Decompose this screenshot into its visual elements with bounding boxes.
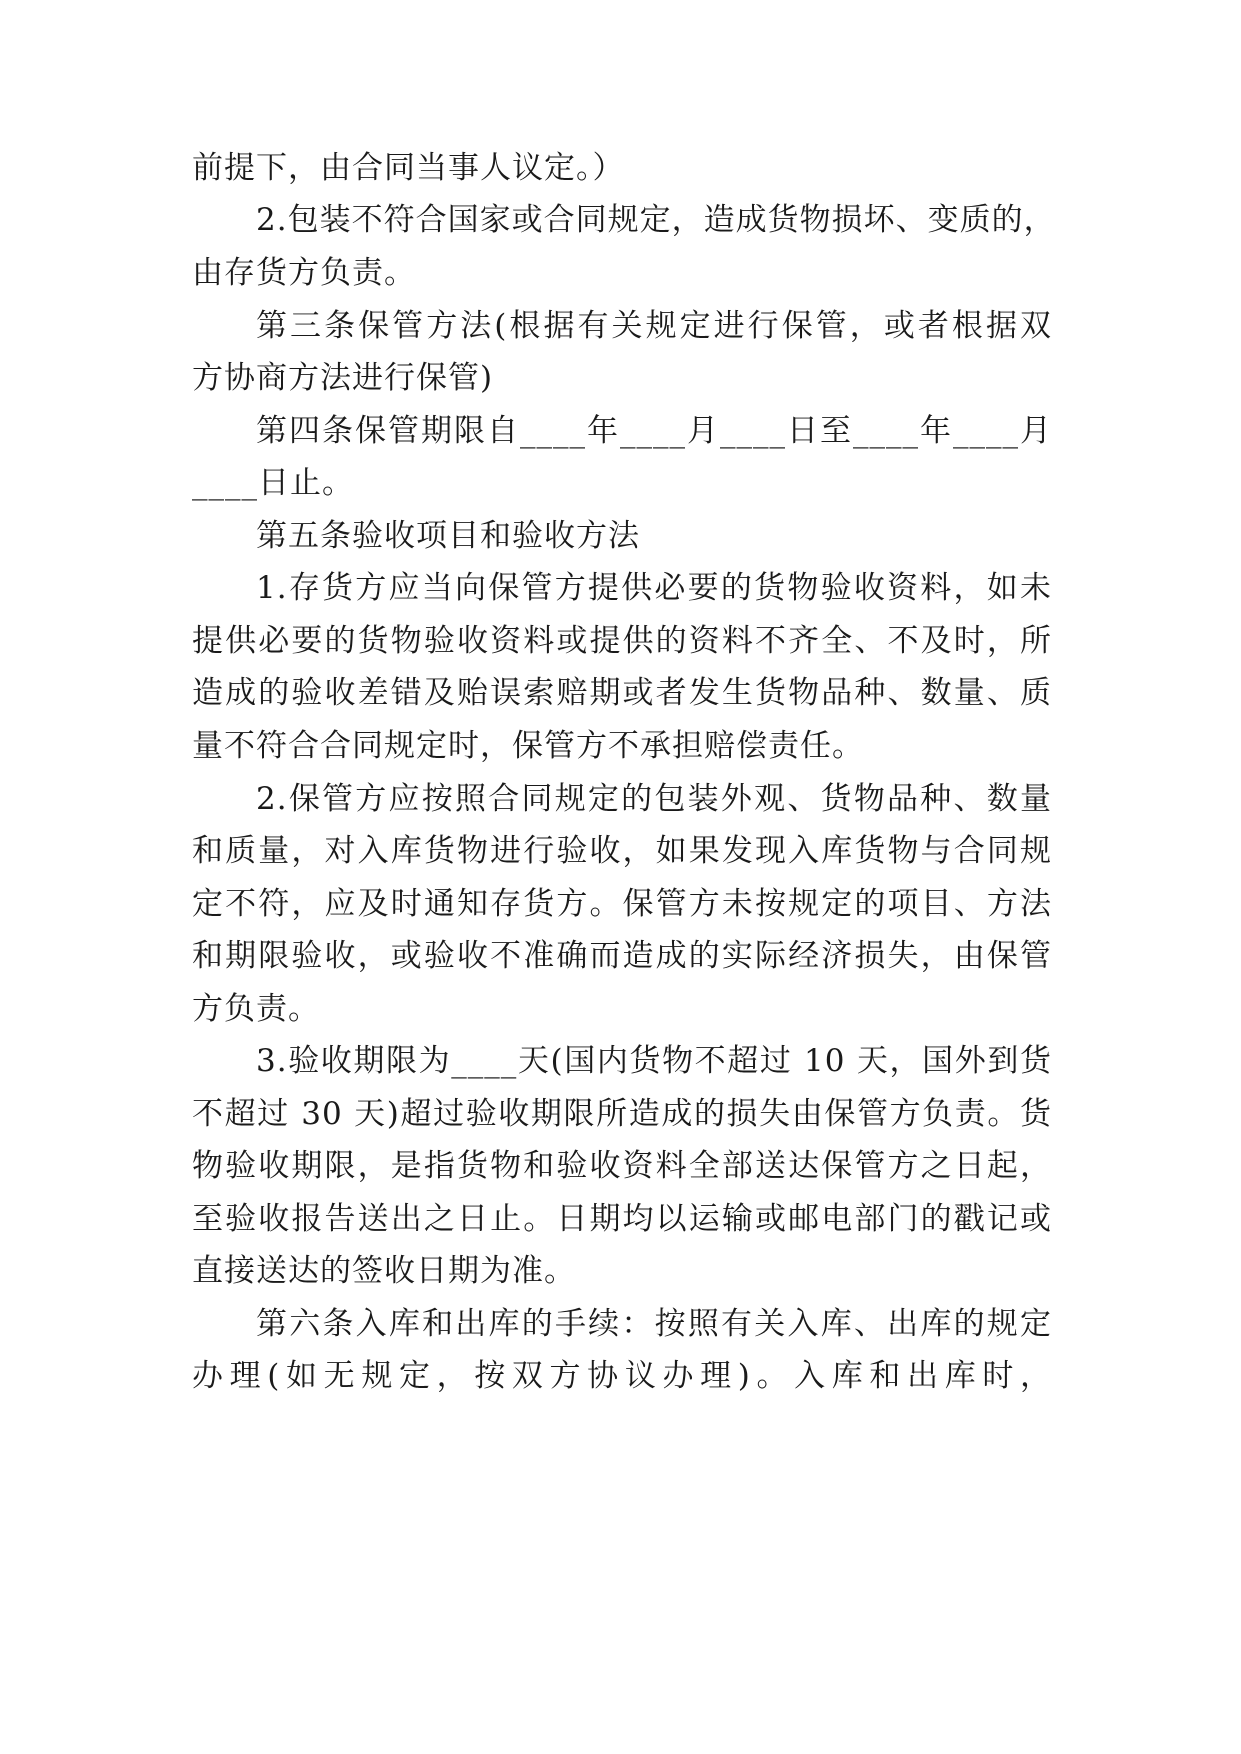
text-line: 提供必要的货物验收资料或提供的资料不齐全、不及时，所 <box>192 623 1052 659</box>
text-line: 方负责。 <box>192 991 320 1027</box>
text-line: 2.保管方应按照合同规定的包装外观、货物品种、数量 <box>256 781 1052 817</box>
text-line: 直接送达的签收日期为准。 <box>192 1253 576 1289</box>
text-line: 第五条验收项目和验收方法 <box>256 518 640 554</box>
text-line: ____日止。 <box>192 465 354 501</box>
text-line: 办理(如无规定，按双方协议办理)。入库和出库时， <box>192 1358 1052 1394</box>
text-line: 第四条保管期限自____年____月____日至____年____月 <box>256 413 1052 449</box>
text-line: 不超过 30 天)超过验收期限所造成的损失由保管方负责。货 <box>192 1096 1052 1132</box>
text-line: 至验收报告送出之日止。日期均以运输或邮电部门的戳记或 <box>192 1201 1052 1237</box>
text-line: 第三条保管方法(根据有关规定进行保管，或者根据双 <box>256 308 1052 344</box>
text-line: 1.存货方应当向保管方提供必要的货物验收资料，如未 <box>256 570 1052 606</box>
text-line: 第六条入库和出库的手续：按照有关入库、出库的规定 <box>256 1306 1052 1342</box>
text-line: 方协商方法进行保管) <box>192 360 494 396</box>
text-line: 造成的验收差错及贻误索赔期或者发生货物品种、数量、质 <box>192 675 1052 711</box>
text-line: 定不符，应及时通知存货方。保管方未按规定的项目、方法 <box>192 886 1052 922</box>
text-line: 前提下，由合同当事人议定。） <box>192 150 625 186</box>
text-line: 2.包装不符合国家或合同规定，造成货物损坏、变质的， <box>256 202 1056 238</box>
text-line: 物验收期限，是指货物和验收资料全部送达保管方之日起， <box>192 1148 1052 1184</box>
text-line: 由存货方负责。 <box>192 255 416 291</box>
text-line: 3.验收期限为____天(国内货物不超过 10 天，国外到货 <box>256 1043 1052 1079</box>
text-line: 量不符合合同规定时，保管方不承担赔偿责任。 <box>192 728 864 764</box>
text-line: 和质量，对入库货物进行验收，如果发现入库货物与合同规 <box>192 833 1052 869</box>
text-line: 和期限验收，或验收不准确而造成的实际经济损失，由保管 <box>192 938 1052 974</box>
